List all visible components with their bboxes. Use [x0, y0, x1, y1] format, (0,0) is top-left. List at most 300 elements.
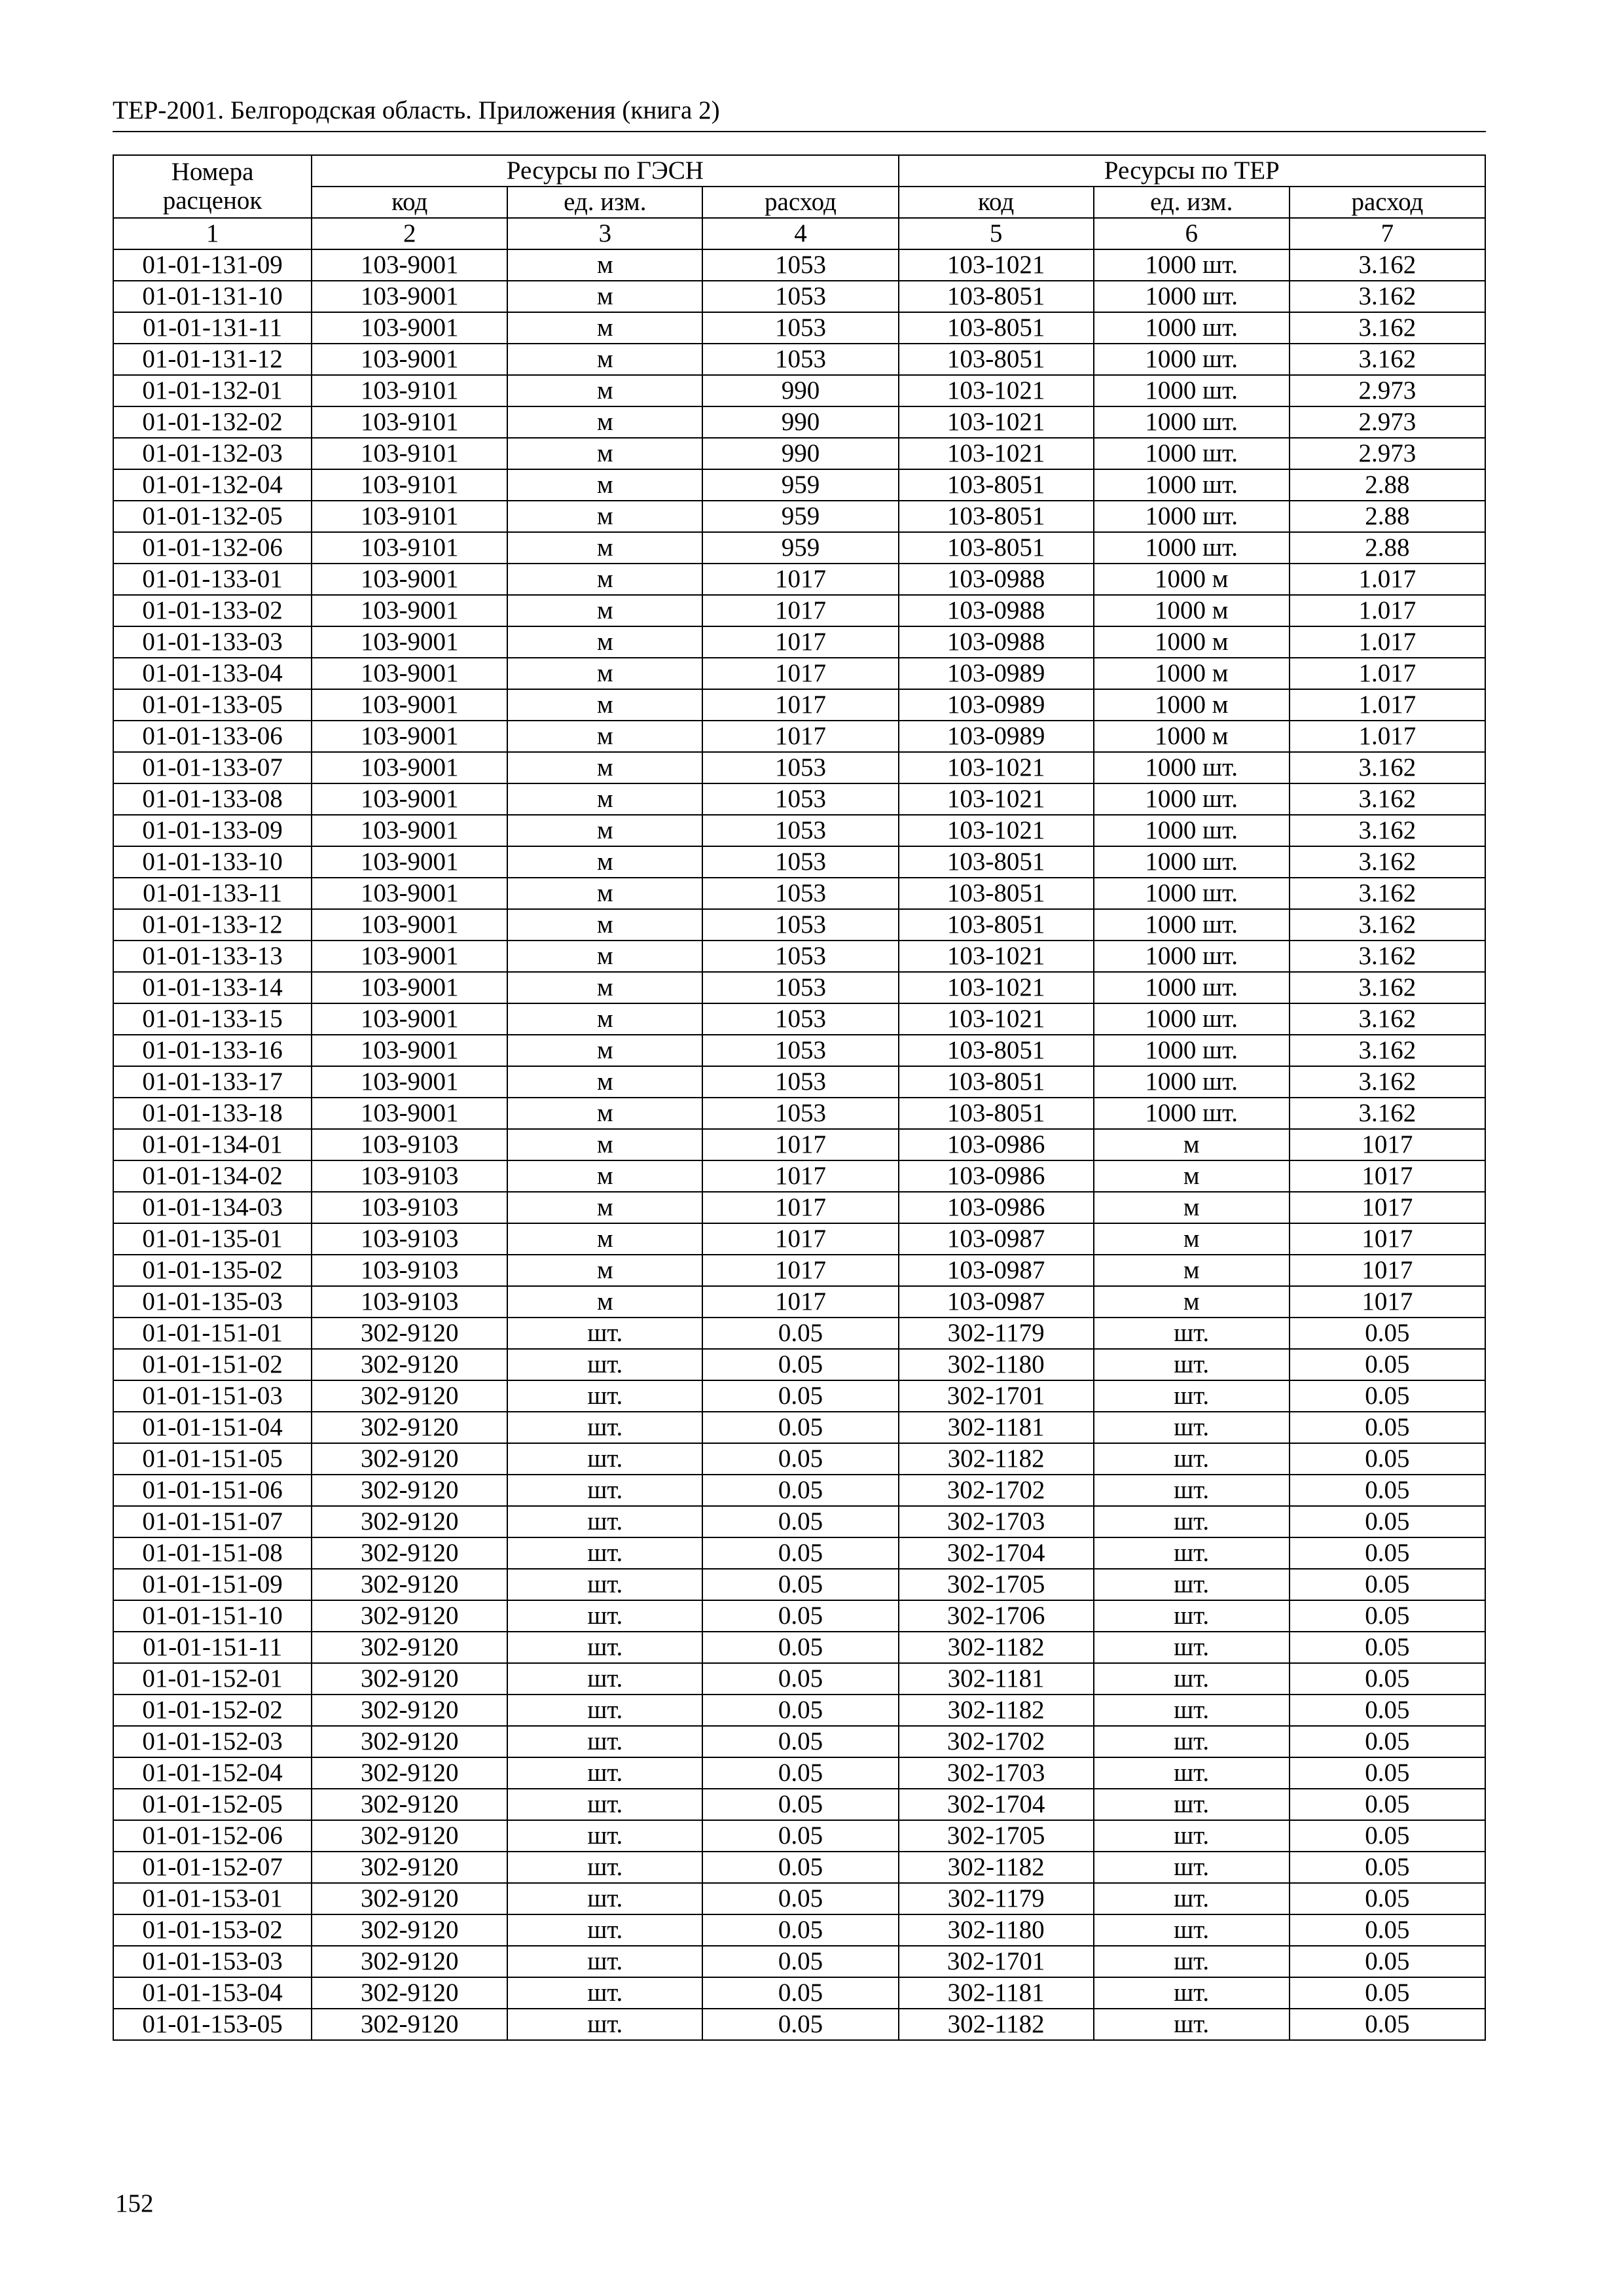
ter-code-cell: 103-0987: [899, 1286, 1094, 1318]
gesn-code-cell: 302-9120: [312, 1946, 507, 1977]
ter-unit-cell: шт.: [1094, 1506, 1290, 1537]
ter-code-cell: 103-1021: [899, 752, 1094, 783]
table-row: [113, 1537, 1485, 1569]
ter-consumption-cell: 0.05: [1290, 1820, 1485, 1852]
gesn-consumption-cell: 1017: [702, 564, 898, 595]
ter-code-cell: 103-1021: [899, 783, 1094, 815]
gesn-consumption-cell: 959: [702, 532, 898, 564]
gesn-unit-cell: м: [507, 752, 702, 783]
gesn-code-header: код: [312, 187, 507, 218]
ter-unit-cell: 1000 шт.: [1094, 344, 1290, 375]
ter-unit-cell: 1000 шт.: [1094, 281, 1290, 312]
rate-number-cell: 01-01-152-04: [113, 1757, 312, 1789]
table-row: [113, 1977, 1485, 2009]
ter-consumption-cell: 0.05: [1290, 1977, 1485, 2009]
gesn-unit-cell: м: [507, 1160, 702, 1192]
ter-consumption-cell: 1017: [1290, 1129, 1485, 1160]
table-row: [113, 595, 1485, 626]
gesn-code-cell: 302-9120: [312, 1349, 507, 1380]
ter-unit-cell: 1000 шт.: [1094, 878, 1290, 909]
ter-consumption-cell: 0.05: [1290, 1537, 1485, 1569]
gesn-unit-cell: шт.: [507, 1914, 702, 1946]
gesn-consumption-cell: 1053: [702, 1098, 898, 1129]
gesn-code-cell: 302-9120: [312, 1600, 507, 1632]
gesn-unit-cell: м: [507, 909, 702, 941]
ter-code-cell: 302-1182: [899, 1695, 1094, 1726]
header-rule: [113, 131, 1486, 132]
rate-number-cell: 01-01-133-07: [113, 752, 312, 783]
rate-number-cell: 01-01-133-04: [113, 658, 312, 689]
table-row: [113, 501, 1485, 532]
gesn-code-cell: 302-9120: [312, 1537, 507, 1569]
gesn-unit-cell: м: [507, 972, 702, 1003]
rate-number-cell: 01-01-153-01: [113, 1883, 312, 1914]
ter-unit-cell: м: [1094, 1255, 1290, 1286]
gesn-consumption-cell: 990: [702, 438, 898, 469]
table-row: [113, 658, 1485, 689]
rate-number-cell: 01-01-152-06: [113, 1820, 312, 1852]
gesn-consumption-cell: 0.05: [702, 1537, 898, 1569]
ter-code-cell: 103-8051: [899, 1066, 1094, 1098]
ter-code-cell: 302-1701: [899, 1380, 1094, 1412]
ter-unit-cell: 1000 м: [1094, 658, 1290, 689]
gesn-consumption-cell: 1053: [702, 1035, 898, 1066]
gesn-unit-cell: м: [507, 1003, 702, 1035]
ter-consumption-cell: 0.05: [1290, 1726, 1485, 1757]
ter-consumption-cell: 3.162: [1290, 312, 1485, 344]
ter-consumption-cell: 3.162: [1290, 941, 1485, 972]
gesn-unit-cell: шт.: [507, 1883, 702, 1914]
rate-number-cell: 01-01-131-11: [113, 312, 312, 344]
ter-code-cell: 103-1021: [899, 815, 1094, 846]
gesn-consumption-cell: 1053: [702, 783, 898, 815]
ter-code-cell: 103-0986: [899, 1192, 1094, 1223]
gesn-consumption-cell: 1053: [702, 249, 898, 281]
ter-consumption-cell: 0.05: [1290, 1349, 1485, 1380]
ter-consumption-cell: 1.017: [1290, 564, 1485, 595]
ter-unit-cell: 1000 м: [1094, 689, 1290, 721]
gesn-unit-cell: м: [507, 1192, 702, 1223]
gesn-consumption-cell: 1017: [702, 1223, 898, 1255]
ter-consumption-cell: 0.05: [1290, 2009, 1485, 2040]
gesn-code-cell: 103-9001: [312, 344, 507, 375]
gesn-unit-cell: м: [507, 1066, 702, 1098]
ter-unit-cell: 1000 шт.: [1094, 249, 1290, 281]
gesn-consumption-cell: 1053: [702, 878, 898, 909]
table-row: [113, 752, 1485, 783]
rate-number-cell: 01-01-153-03: [113, 1946, 312, 1977]
gesn-unit-cell: м: [507, 783, 702, 815]
gesn-code-cell: 302-9120: [312, 1506, 507, 1537]
gesn-unit-cell: м: [507, 721, 702, 752]
ter-consumption-cell: 0.05: [1290, 1914, 1485, 1946]
gesn-consumption-cell: 0.05: [702, 1318, 898, 1349]
gesn-consumption-cell: 0.05: [702, 1946, 898, 1977]
rate-number-cell: 01-01-132-04: [113, 469, 312, 501]
ter-consumption-header: расход: [1290, 187, 1485, 218]
ter-code-cell: 103-8051: [899, 501, 1094, 532]
gesn-unit-cell: м: [507, 1035, 702, 1066]
ter-code-cell: 302-1703: [899, 1506, 1094, 1537]
gesn-unit-cell: шт.: [507, 1946, 702, 1977]
rate-number-cell: 01-01-132-03: [113, 438, 312, 469]
gesn-consumption-cell: 0.05: [702, 1380, 898, 1412]
ter-consumption-cell: 3.162: [1290, 281, 1485, 312]
gesn-unit-cell: м: [507, 469, 702, 501]
rate-numbers-header-line2: расценок: [162, 187, 262, 215]
gesn-unit-cell: шт.: [507, 1412, 702, 1443]
ter-code-cell: 103-8051: [899, 312, 1094, 344]
gesn-consumption-cell: 1053: [702, 815, 898, 846]
ter-consumption-cell: 2.973: [1290, 438, 1485, 469]
gesn-group-header: Ресурсы по ГЭСН: [312, 155, 898, 187]
ter-code-cell: 103-1021: [899, 249, 1094, 281]
gesn-code-cell: 302-9120: [312, 1475, 507, 1506]
ter-consumption-cell: 3.162: [1290, 1035, 1485, 1066]
gesn-code-cell: 103-9103: [312, 1192, 507, 1223]
ter-code-header: код: [899, 187, 1094, 218]
rate-number-cell: 01-01-151-09: [113, 1569, 312, 1600]
gesn-unit-cell: шт.: [507, 1443, 702, 1475]
rate-number-cell: 01-01-152-01: [113, 1663, 312, 1695]
gesn-unit-cell: м: [507, 1098, 702, 1129]
gesn-consumption-cell: 1017: [702, 721, 898, 752]
gesn-consumption-cell: 0.05: [702, 1977, 898, 2009]
header-row-columns: [113, 187, 1485, 218]
ter-code-cell: 103-0987: [899, 1223, 1094, 1255]
rate-number-cell: 01-01-133-08: [113, 783, 312, 815]
rate-number-cell: 01-01-131-10: [113, 281, 312, 312]
table-row: [113, 1192, 1485, 1223]
gesn-code-cell: 103-9103: [312, 1129, 507, 1160]
ter-code-cell: 302-1182: [899, 1443, 1094, 1475]
ter-code-cell: 302-1704: [899, 1789, 1094, 1820]
gesn-code-cell: 103-9001: [312, 1035, 507, 1066]
table-row: [113, 1129, 1485, 1160]
gesn-code-cell: 103-9001: [312, 626, 507, 658]
rate-numbers-header: [113, 155, 312, 218]
table-row: [113, 1003, 1485, 1035]
ter-unit-cell: шт.: [1094, 1349, 1290, 1380]
gesn-consumption-cell: 0.05: [702, 1569, 898, 1600]
ter-consumption-cell: 0.05: [1290, 1569, 1485, 1600]
gesn-code-cell: 103-9001: [312, 312, 507, 344]
header-row-groups: [113, 155, 1485, 187]
gesn-consumption-cell: 0.05: [702, 1883, 898, 1914]
table-row: [113, 312, 1485, 344]
rate-number-cell: 01-01-153-05: [113, 2009, 312, 2040]
gesn-consumption-cell: 1017: [702, 689, 898, 721]
column-number: 4: [702, 218, 898, 249]
gesn-consumption-cell: 0.05: [702, 1349, 898, 1380]
gesn-consumption-cell: 1053: [702, 752, 898, 783]
gesn-code-cell: 103-9001: [312, 846, 507, 878]
gesn-code-cell: 302-9120: [312, 1820, 507, 1852]
rate-number-cell: 01-01-151-07: [113, 1506, 312, 1537]
ter-code-cell: 302-1704: [899, 1537, 1094, 1569]
gesn-code-cell: 103-9001: [312, 1003, 507, 1035]
ter-consumption-cell: 3.162: [1290, 783, 1485, 815]
gesn-unit-cell: шт.: [507, 1506, 702, 1537]
column-number-row: [113, 218, 1485, 249]
ter-code-cell: 103-1021: [899, 406, 1094, 438]
gesn-unit-cell: м: [507, 1255, 702, 1286]
gesn-code-cell: 302-9120: [312, 1443, 507, 1475]
ter-consumption-cell: 1.017: [1290, 658, 1485, 689]
gesn-code-cell: 302-9120: [312, 1318, 507, 1349]
gesn-code-cell: 103-9001: [312, 721, 507, 752]
ter-consumption-cell: 2.88: [1290, 501, 1485, 532]
gesn-unit-cell: шт.: [507, 1695, 702, 1726]
ter-unit-cell: шт.: [1094, 1412, 1290, 1443]
page-number: 152: [115, 2189, 154, 2217]
gesn-unit-cell: м: [507, 375, 702, 406]
ter-unit-cell: шт.: [1094, 1914, 1290, 1946]
table-row: [113, 1946, 1485, 1977]
rate-number-cell: 01-01-135-01: [113, 1223, 312, 1255]
rate-number-cell: 01-01-153-04: [113, 1977, 312, 2009]
gesn-consumption-cell: 1017: [702, 1286, 898, 1318]
gesn-consumption-cell: 990: [702, 406, 898, 438]
column-number: 1: [113, 218, 312, 249]
gesn-unit-cell: м: [507, 815, 702, 846]
rate-number-cell: 01-01-151-01: [113, 1318, 312, 1349]
ter-code-cell: 302-1179: [899, 1318, 1094, 1349]
ter-code-cell: 302-1701: [899, 1946, 1094, 1977]
ter-unit-cell: шт.: [1094, 1569, 1290, 1600]
ter-code-cell: 302-1706: [899, 1600, 1094, 1632]
rate-number-cell: 01-01-151-05: [113, 1443, 312, 1475]
gesn-code-cell: 103-9101: [312, 438, 507, 469]
rate-numbers-header-line1: Номера: [171, 158, 254, 186]
ter-consumption-cell: 1.017: [1290, 626, 1485, 658]
rate-number-cell: 01-01-133-18: [113, 1098, 312, 1129]
table-body: [113, 249, 1485, 2040]
gesn-consumption-cell: 0.05: [702, 1632, 898, 1663]
ter-consumption-cell: 0.05: [1290, 1443, 1485, 1475]
ter-consumption-cell: 1017: [1290, 1286, 1485, 1318]
table-row: [113, 1632, 1485, 1663]
ter-unit-cell: шт.: [1094, 1757, 1290, 1789]
rate-number-cell: 01-01-151-10: [113, 1600, 312, 1632]
ter-unit-cell: шт.: [1094, 1789, 1290, 1820]
gesn-unit-cell: шт.: [507, 1789, 702, 1820]
rate-number-cell: 01-01-133-09: [113, 815, 312, 846]
gesn-unit-header: ед. изм.: [507, 187, 702, 218]
rate-number-cell: 01-01-134-01: [113, 1129, 312, 1160]
rate-number-cell: 01-01-151-03: [113, 1380, 312, 1412]
table-row: [113, 1349, 1485, 1380]
ter-unit-cell: 1000 м: [1094, 721, 1290, 752]
ter-consumption-cell: 0.05: [1290, 1318, 1485, 1349]
gesn-consumption-cell: 0.05: [702, 1726, 898, 1757]
column-number: 5: [899, 218, 1094, 249]
table-row: [113, 1914, 1485, 1946]
gesn-code-cell: 302-9120: [312, 1695, 507, 1726]
gesn-code-cell: 103-9101: [312, 469, 507, 501]
table-row: [113, 909, 1485, 941]
table-row: [113, 1066, 1485, 1098]
gesn-unit-cell: м: [507, 846, 702, 878]
column-number: 6: [1094, 218, 1290, 249]
gesn-code-cell: 103-9001: [312, 972, 507, 1003]
ter-unit-cell: 1000 шт.: [1094, 909, 1290, 941]
rate-number-cell: 01-01-133-12: [113, 909, 312, 941]
ter-code-cell: 103-8051: [899, 281, 1094, 312]
ter-code-cell: 103-8051: [899, 1035, 1094, 1066]
ter-consumption-cell: 3.162: [1290, 878, 1485, 909]
ter-code-cell: 302-1705: [899, 1569, 1094, 1600]
gesn-unit-cell: шт.: [507, 1537, 702, 1569]
table-row: [113, 1852, 1485, 1883]
gesn-consumption-cell: 0.05: [702, 1475, 898, 1506]
ter-unit-cell: шт.: [1094, 1663, 1290, 1695]
ter-consumption-cell: 0.05: [1290, 1632, 1485, 1663]
ter-unit-cell: 1000 шт.: [1094, 469, 1290, 501]
gesn-unit-cell: шт.: [507, 1757, 702, 1789]
gesn-unit-cell: м: [507, 626, 702, 658]
gesn-consumption-cell: 1053: [702, 909, 898, 941]
table-row: [113, 344, 1485, 375]
gesn-code-cell: 103-9101: [312, 532, 507, 564]
gesn-code-cell: 302-9120: [312, 1569, 507, 1600]
ter-consumption-cell: 0.05: [1290, 1695, 1485, 1726]
table-row: [113, 1506, 1485, 1537]
gesn-unit-cell: м: [507, 406, 702, 438]
ter-unit-cell: шт.: [1094, 1726, 1290, 1757]
ter-consumption-cell: 2.973: [1290, 406, 1485, 438]
ter-unit-cell: 1000 шт.: [1094, 501, 1290, 532]
ter-code-cell: 103-8051: [899, 846, 1094, 878]
ter-code-cell: 302-1182: [899, 1632, 1094, 1663]
gesn-code-cell: 103-9103: [312, 1223, 507, 1255]
gesn-consumption-cell: 990: [702, 375, 898, 406]
table-row: [113, 689, 1485, 721]
ter-unit-cell: шт.: [1094, 1632, 1290, 1663]
ter-consumption-cell: 1017: [1290, 1223, 1485, 1255]
ter-code-cell: 103-1021: [899, 941, 1094, 972]
gesn-unit-cell: м: [507, 1286, 702, 1318]
gesn-unit-cell: шт.: [507, 1380, 702, 1412]
ter-unit-cell: 1000 шт.: [1094, 941, 1290, 972]
ter-unit-cell: 1000 м: [1094, 564, 1290, 595]
rate-number-cell: 01-01-133-10: [113, 846, 312, 878]
ter-unit-cell: 1000 шт.: [1094, 752, 1290, 783]
gesn-code-cell: 103-9103: [312, 1286, 507, 1318]
ter-consumption-cell: 0.05: [1290, 1883, 1485, 1914]
ter-consumption-cell: 3.162: [1290, 972, 1485, 1003]
ter-consumption-cell: 0.05: [1290, 1600, 1485, 1632]
gesn-consumption-cell: 0.05: [702, 1506, 898, 1537]
gesn-code-cell: 103-9001: [312, 281, 507, 312]
gesn-unit-cell: шт.: [507, 1632, 702, 1663]
ter-consumption-cell: 0.05: [1290, 1757, 1485, 1789]
rate-number-cell: 01-01-133-17: [113, 1066, 312, 1098]
gesn-code-cell: 103-9001: [312, 564, 507, 595]
table-row: [113, 783, 1485, 815]
ter-unit-cell: 1000 м: [1094, 595, 1290, 626]
gesn-consumption-cell: 1017: [702, 626, 898, 658]
gesn-code-cell: 103-9001: [312, 658, 507, 689]
ter-code-cell: 103-0986: [899, 1129, 1094, 1160]
ter-code-cell: 103-0988: [899, 626, 1094, 658]
gesn-consumption-cell: 1017: [702, 595, 898, 626]
gesn-code-cell: 103-9001: [312, 815, 507, 846]
ter-code-cell: 302-1181: [899, 1977, 1094, 2009]
ter-code-cell: 302-1703: [899, 1757, 1094, 1789]
gesn-code-cell: 103-9103: [312, 1160, 507, 1192]
table-row: [113, 1318, 1485, 1349]
gesn-unit-cell: м: [507, 658, 702, 689]
gesn-code-cell: 302-9120: [312, 2009, 507, 2040]
gesn-unit-cell: шт.: [507, 2009, 702, 2040]
ter-consumption-cell: 3.162: [1290, 846, 1485, 878]
gesn-unit-cell: м: [507, 1129, 702, 1160]
gesn-unit-cell: шт.: [507, 1569, 702, 1600]
gesn-consumption-cell: 1053: [702, 344, 898, 375]
ter-consumption-cell: 0.05: [1290, 1663, 1485, 1695]
ter-consumption-cell: 3.162: [1290, 909, 1485, 941]
table-row: [113, 1726, 1485, 1757]
table-row: [113, 2009, 1485, 2040]
ter-unit-cell: шт.: [1094, 1475, 1290, 1506]
gesn-unit-cell: шт.: [507, 1318, 702, 1349]
ter-unit-cell: 1000 шт.: [1094, 846, 1290, 878]
resources-table: [113, 154, 1486, 2041]
table-row: [113, 1380, 1485, 1412]
gesn-code-cell: 103-9101: [312, 375, 507, 406]
ter-unit-cell: шт.: [1094, 1977, 1290, 2009]
gesn-code-cell: 302-9120: [312, 1757, 507, 1789]
ter-code-cell: 103-0988: [899, 595, 1094, 626]
rate-number-cell: 01-01-132-02: [113, 406, 312, 438]
rate-number-cell: 01-01-151-04: [113, 1412, 312, 1443]
gesn-code-cell: 302-9120: [312, 1412, 507, 1443]
ter-code-cell: 103-8051: [899, 344, 1094, 375]
ter-consumption-cell: 0.05: [1290, 1380, 1485, 1412]
rate-number-cell: 01-01-151-06: [113, 1475, 312, 1506]
ter-consumption-cell: 1.017: [1290, 721, 1485, 752]
gesn-unit-cell: шт.: [507, 1349, 702, 1380]
ter-code-cell: 103-0989: [899, 721, 1094, 752]
table-row: [113, 1286, 1485, 1318]
ter-code-cell: 302-1702: [899, 1726, 1094, 1757]
rate-number-cell: 01-01-134-02: [113, 1160, 312, 1192]
gesn-consumption-cell: 0.05: [702, 1412, 898, 1443]
gesn-code-cell: 302-9120: [312, 1380, 507, 1412]
table-row: [113, 846, 1485, 878]
rate-number-cell: 01-01-153-02: [113, 1914, 312, 1946]
table-row: [113, 1098, 1485, 1129]
ter-unit-cell: шт.: [1094, 1946, 1290, 1977]
gesn-unit-cell: шт.: [507, 1600, 702, 1632]
rate-number-cell: 01-01-151-08: [113, 1537, 312, 1569]
gesn-consumption-cell: 1053: [702, 941, 898, 972]
gesn-code-cell: 103-9101: [312, 501, 507, 532]
gesn-unit-cell: м: [507, 1223, 702, 1255]
ter-code-cell: 302-1179: [899, 1883, 1094, 1914]
table-row: [113, 1757, 1485, 1789]
gesn-code-cell: 302-9120: [312, 1789, 507, 1820]
ter-unit-cell: 1000 шт.: [1094, 972, 1290, 1003]
ter-code-cell: 103-0989: [899, 689, 1094, 721]
ter-unit-header: ед. изм.: [1094, 187, 1290, 218]
rate-number-cell: 01-01-132-06: [113, 532, 312, 564]
ter-code-cell: 302-1182: [899, 1852, 1094, 1883]
ter-code-cell: 103-0987: [899, 1255, 1094, 1286]
gesn-code-cell: 103-9001: [312, 249, 507, 281]
ter-group-header: Ресурсы по ТЕР: [899, 155, 1485, 187]
